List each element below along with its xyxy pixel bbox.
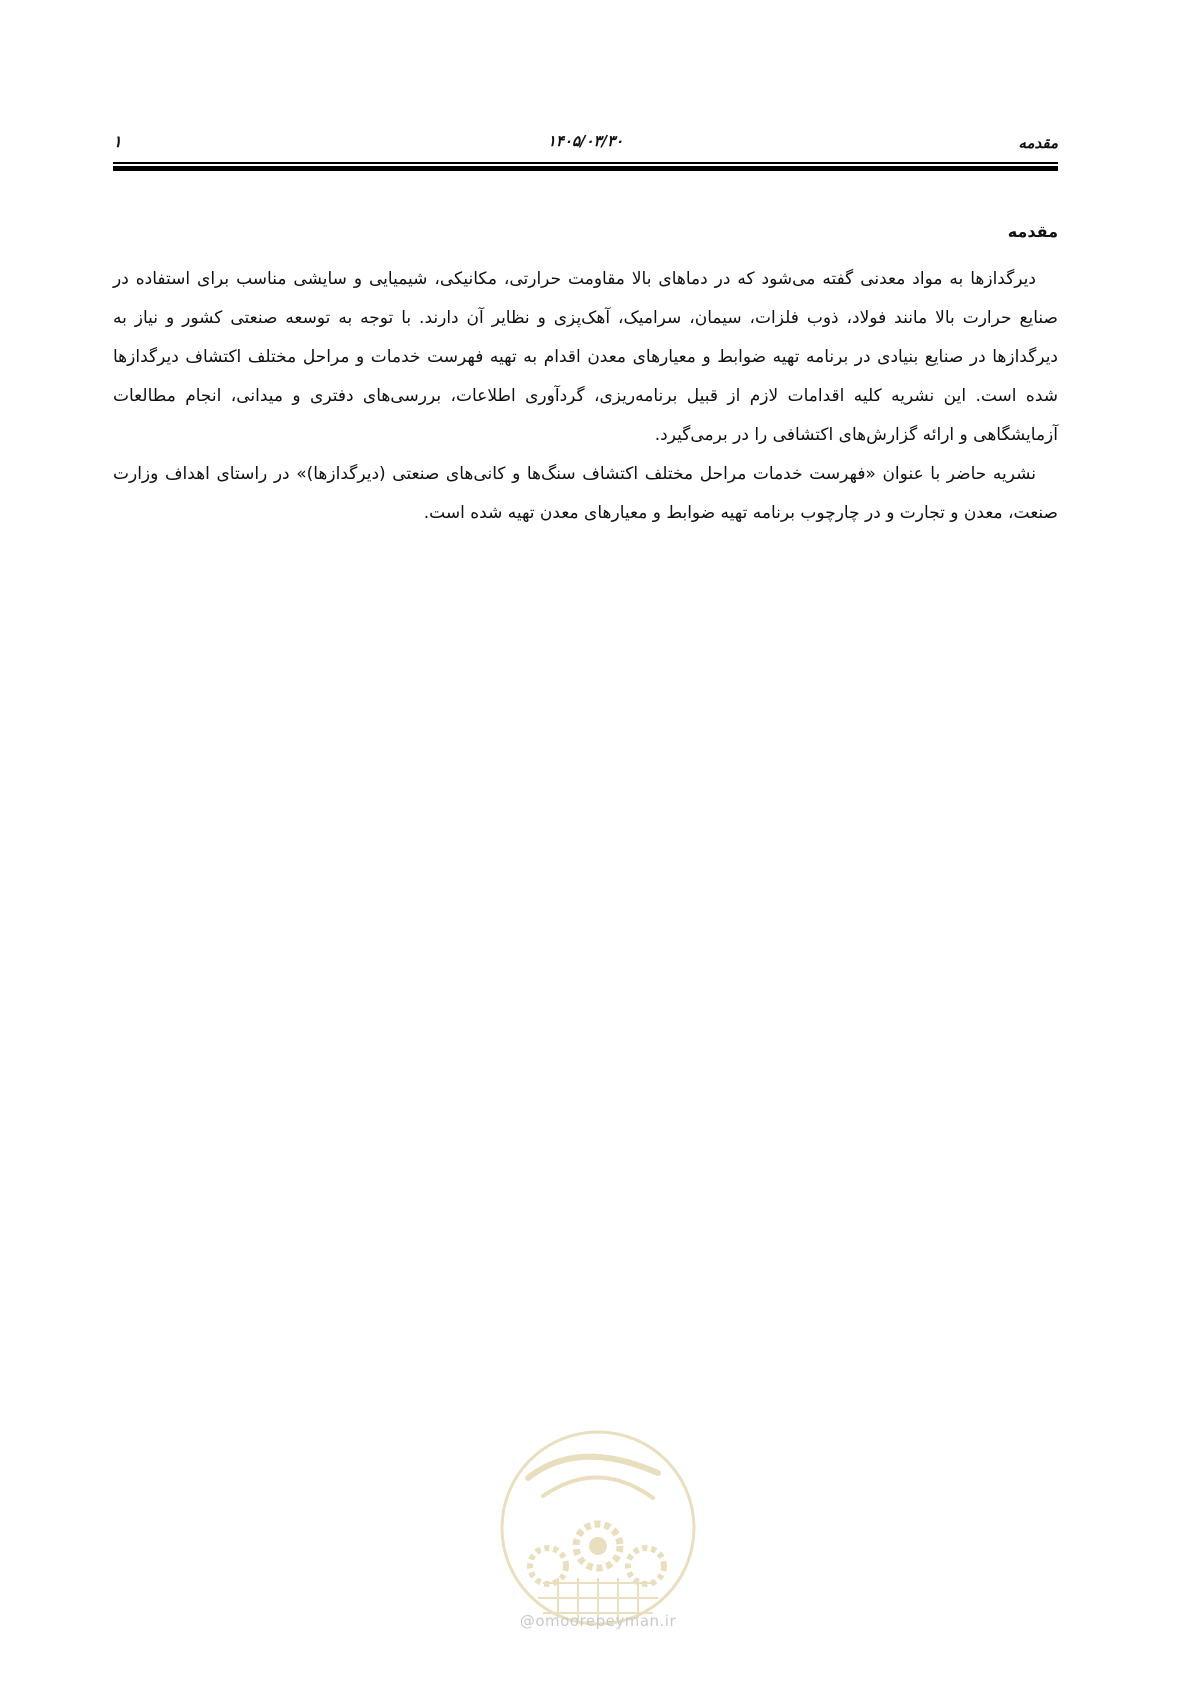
header-section-title: مقدمه (1018, 134, 1058, 152)
watermark-logo (488, 1418, 708, 1638)
header-rule-thin (113, 162, 1058, 164)
gear-icon (628, 1548, 664, 1584)
paragraph-intro: دیرگدازها به مواد معدنی گفته می‌شود که در دماهای بالا مقاومت حرارتی، مکانیکی، شیمیایی و سایشی مناسب برای استفاده در صنایع حرارت بالا مانند فولاد، ذوب فلزات، سیمان، سرامیک، آهک‌پزی و نظایر آن دارند. با توجه به توسعه صنعتی کشور و نیاز به دیرگدازها در صنایع بنیادی در برنامه تهیه ضوابط و معیارهای معدن اقدام به تهیه فهرست خدمات و مراحل مختلف اکتشاف دیرگدازها شده است. این نشریه کلیه اقدامات لازم از قبیل برنامه‌ریزی، گردآوری اطلاعات، بررسی‌های دفتری و میدانی، انجام مطالعات آزمایشگاهی و ارائه گزارش‌های اکتشافی را در برمی‌گیرد. (113, 269, 1058, 445)
watermark-url: @omoorepeyman.ir (519, 1612, 677, 1630)
header-rule-thick (113, 166, 1058, 171)
section-heading: مقدمه (1007, 222, 1058, 241)
page-header (113, 128, 1058, 158)
header-page-number: ۱ (113, 132, 122, 151)
gear-icon (530, 1548, 566, 1584)
paragraph-publication: نشریه حاضر با عنوان «فهرست خدمات مراحل مختلف اکتشاف سنگ‌ها و کانی‌های صنعتی (دیرگدازها)» در راستای اهداف وزارت صنعت، معدن و تجارت و در چارچوب برنامه تهیه ضوابط و معیارهای معدن تهیه شده است. (113, 464, 1058, 523)
document-body (113, 218, 1058, 533)
header-date: ۱۴۰۵/۰۳/۳۰ (547, 132, 624, 150)
